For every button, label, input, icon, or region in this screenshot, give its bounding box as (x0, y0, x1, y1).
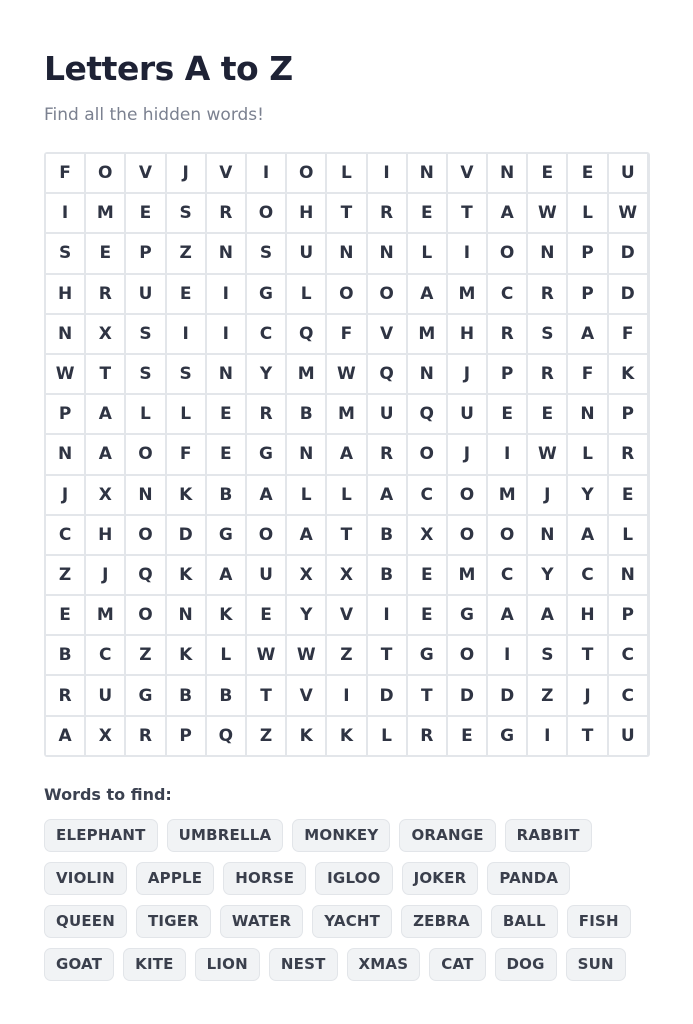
grid-cell[interactable]: D (488, 676, 526, 714)
grid-cell[interactable]: R (126, 717, 164, 755)
grid-cell[interactable]: L (327, 476, 365, 514)
grid-cell[interactable]: S (46, 234, 84, 272)
grid-cell[interactable]: S (126, 355, 164, 393)
word-chip: VIOLIN (44, 862, 127, 895)
grid-cell[interactable]: O (327, 275, 365, 313)
grid-cell[interactable]: G (126, 676, 164, 714)
word-chip: ORANGE (399, 819, 495, 852)
grid-cell[interactable]: C (408, 476, 446, 514)
grid-cell[interactable]: I (46, 194, 84, 232)
grid-cell[interactable]: O (86, 154, 124, 192)
grid-cell[interactable]: A (86, 435, 124, 473)
grid-cell[interactable]: C (488, 556, 526, 594)
grid-cell[interactable]: Z (247, 717, 285, 755)
grid-cell[interactable]: L (327, 154, 365, 192)
grid-cell[interactable]: V (126, 154, 164, 192)
word-chip: GOAT (44, 948, 114, 981)
word-chip: JOKER (402, 862, 479, 895)
grid-cell[interactable]: X (408, 516, 446, 554)
grid-cell[interactable]: E (528, 154, 566, 192)
grid-cell[interactable]: W (528, 194, 566, 232)
grid-cell[interactable]: O (368, 275, 406, 313)
word-chip: APPLE (136, 862, 214, 895)
grid-cell[interactable]: I (167, 315, 205, 353)
grid-cell[interactable]: F (568, 355, 606, 393)
grid-cell[interactable]: N (609, 556, 647, 594)
grid-cell[interactable]: V (327, 596, 365, 634)
grid-cell[interactable]: Z (167, 234, 205, 272)
grid-cell[interactable]: O (247, 516, 285, 554)
grid-cell[interactable]: E (126, 194, 164, 232)
grid-cell[interactable]: V (368, 315, 406, 353)
word-chip: PANDA (487, 862, 570, 895)
grid-cell[interactable]: N (408, 154, 446, 192)
grid-cell[interactable]: X (86, 476, 124, 514)
grid-cell[interactable]: C (488, 275, 526, 313)
grid-cell[interactable]: M (86, 194, 124, 232)
grid-cell[interactable]: A (247, 476, 285, 514)
grid-cell[interactable]: R (609, 435, 647, 473)
word-chip: NEST (269, 948, 338, 981)
grid-cell[interactable]: B (167, 676, 205, 714)
grid-cell[interactable]: I (368, 596, 406, 634)
grid-cell[interactable]: P (46, 395, 84, 433)
grid-cell[interactable]: V (287, 676, 325, 714)
grid-cell[interactable]: H (287, 194, 325, 232)
grid-cell[interactable]: C (609, 676, 647, 714)
word-chip: YACHT (312, 905, 392, 938)
grid-cell[interactable]: K (167, 556, 205, 594)
grid-cell[interactable]: H (46, 275, 84, 313)
grid-cell[interactable]: J (448, 435, 486, 473)
grid-cell[interactable]: G (207, 516, 245, 554)
grid-cell[interactable]: E (408, 596, 446, 634)
grid-cell[interactable]: B (368, 516, 406, 554)
grid-cell[interactable]: E (247, 596, 285, 634)
grid-cell[interactable]: E (488, 395, 526, 433)
grid-cell[interactable]: T (86, 355, 124, 393)
grid-cell[interactable]: B (368, 556, 406, 594)
word-chip: CAT (429, 948, 485, 981)
grid-cell[interactable]: I (247, 154, 285, 192)
grid-cell[interactable]: P (609, 395, 647, 433)
grid-cell[interactable]: G (488, 717, 526, 755)
grid-cell[interactable]: A (86, 395, 124, 433)
grid-cell[interactable]: E (568, 154, 606, 192)
grid-cell[interactable]: C (86, 636, 124, 674)
grid-cell[interactable]: N (46, 315, 84, 353)
grid-cell[interactable]: T (568, 717, 606, 755)
grid-cell[interactable]: B (287, 395, 325, 433)
grid-cell[interactable]: O (126, 596, 164, 634)
grid-cell[interactable]: E (86, 234, 124, 272)
grid-cell[interactable]: S (528, 636, 566, 674)
grid-cell[interactable]: A (368, 476, 406, 514)
grid-cell[interactable]: I (207, 275, 245, 313)
grid-cell[interactable]: S (167, 194, 205, 232)
grid-cell[interactable]: A (408, 275, 446, 313)
grid-cell[interactable]: S (167, 355, 205, 393)
grid-cell[interactable]: Q (207, 717, 245, 755)
grid-cell[interactable]: S (528, 315, 566, 353)
grid-cell[interactable]: N (207, 355, 245, 393)
grid-cell[interactable]: L (408, 234, 446, 272)
grid-cell[interactable]: R (46, 676, 84, 714)
grid-cell[interactable]: I (368, 154, 406, 192)
grid-cell[interactable]: W (609, 194, 647, 232)
grid-cell[interactable]: O (448, 516, 486, 554)
grid-cell[interactable]: L (368, 717, 406, 755)
grid-cell[interactable]: O (126, 435, 164, 473)
grid-cell[interactable]: H (86, 516, 124, 554)
word-chip: SUN (566, 948, 626, 981)
grid-cell[interactable]: O (488, 516, 526, 554)
grid-cell[interactable]: E (408, 194, 446, 232)
grid-cell[interactable]: F (46, 154, 84, 192)
grid-cell[interactable]: U (126, 275, 164, 313)
grid-cell[interactable]: D (368, 676, 406, 714)
word-chip: KITE (123, 948, 185, 981)
grid-cell[interactable]: T (368, 636, 406, 674)
grid-cell[interactable]: M (448, 556, 486, 594)
grid-cell[interactable]: E (448, 717, 486, 755)
grid-cell[interactable]: T (448, 194, 486, 232)
grid-cell[interactable]: R (408, 717, 446, 755)
grid-cell[interactable]: O (448, 636, 486, 674)
grid-cell[interactable]: E (528, 395, 566, 433)
grid-cell[interactable]: O (408, 435, 446, 473)
grid-cell[interactable]: N (408, 355, 446, 393)
grid-cell[interactable]: F (167, 435, 205, 473)
grid-cell[interactable]: A (528, 596, 566, 634)
grid-cell[interactable]: L (207, 636, 245, 674)
grid-cell[interactable]: I (448, 234, 486, 272)
grid-cell[interactable]: R (528, 275, 566, 313)
grid-cell[interactable]: L (287, 275, 325, 313)
grid-cell[interactable]: L (126, 395, 164, 433)
grid-cell[interactable]: K (167, 476, 205, 514)
grid-cell[interactable]: D (609, 275, 647, 313)
grid-cell[interactable]: B (207, 676, 245, 714)
word-chip: UMBRELLA (167, 819, 284, 852)
grid-cell[interactable]: K (167, 636, 205, 674)
grid-cell[interactable]: L (609, 516, 647, 554)
grid-cell[interactable]: G (448, 596, 486, 634)
grid-cell[interactable]: E (167, 275, 205, 313)
grid-cell[interactable]: Z (327, 636, 365, 674)
word-chip: RABBIT (505, 819, 592, 852)
grid-cell[interactable]: N (207, 234, 245, 272)
grid-cell[interactable]: U (247, 556, 285, 594)
grid-cell[interactable]: U (86, 676, 124, 714)
grid-cell[interactable]: I (488, 636, 526, 674)
grid-cell[interactable]: N (528, 234, 566, 272)
grid-cell[interactable]: N (327, 234, 365, 272)
grid-cell[interactable]: A (568, 516, 606, 554)
word-chip: QUEEN (44, 905, 127, 938)
grid-cell[interactable]: K (287, 717, 325, 755)
word-chip: ZEBRA (401, 905, 482, 938)
word-chip: BALL (491, 905, 558, 938)
grid-cell[interactable]: U (609, 717, 647, 755)
word-chip: LION (195, 948, 260, 981)
grid-cell[interactable]: U (448, 395, 486, 433)
grid-cell[interactable]: U (368, 395, 406, 433)
grid-cell[interactable]: U (287, 234, 325, 272)
page-title: Letters A to Z (44, 49, 293, 88)
page-subtitle: Find all the hidden words! (44, 105, 264, 125)
grid-cell[interactable]: M (408, 315, 446, 353)
grid-cell[interactable]: O (448, 476, 486, 514)
grid-cell[interactable]: W (528, 435, 566, 473)
grid-cell[interactable]: M (86, 596, 124, 634)
grid-cell[interactable]: Q (408, 395, 446, 433)
word-chip: DOG (495, 948, 557, 981)
grid-cell[interactable]: X (86, 717, 124, 755)
grid-cell[interactable]: O (126, 516, 164, 554)
word-chip: FISH (567, 905, 631, 938)
grid-cell[interactable]: M (448, 275, 486, 313)
grid-cell[interactable]: W (247, 636, 285, 674)
grid-cell[interactable]: S (126, 315, 164, 353)
grid-cell[interactable]: I (488, 435, 526, 473)
grid-cell[interactable]: X (86, 315, 124, 353)
grid-cell[interactable]: A (207, 556, 245, 594)
grid-cell[interactable]: P (167, 717, 205, 755)
grid-cell[interactable]: Q (287, 315, 325, 353)
grid-cell[interactable]: Z (126, 636, 164, 674)
grid-cell[interactable]: L (568, 435, 606, 473)
grid-cell[interactable]: V (448, 154, 486, 192)
grid-cell[interactable]: N (488, 154, 526, 192)
grid-cell[interactable]: B (46, 636, 84, 674)
grid-cell[interactable]: A (327, 435, 365, 473)
grid-cell[interactable]: N (368, 234, 406, 272)
grid-cell[interactable]: E (408, 556, 446, 594)
grid-cell[interactable]: A (488, 194, 526, 232)
grid-cell[interactable]: M (327, 395, 365, 433)
grid-cell[interactable]: C (568, 556, 606, 594)
grid-cell[interactable]: T (408, 676, 446, 714)
word-chip: HORSE (223, 862, 306, 895)
grid-cell[interactable]: K (609, 355, 647, 393)
grid-cell[interactable]: A (46, 717, 84, 755)
grid-cell[interactable]: D (448, 676, 486, 714)
grid-cell[interactable]: X (327, 556, 365, 594)
grid-cell[interactable]: I (207, 315, 245, 353)
grid-cell[interactable]: N (528, 516, 566, 554)
grid-cell[interactable]: W (287, 636, 325, 674)
grid-cell[interactable]: V (207, 154, 245, 192)
grid-cell[interactable]: N (568, 395, 606, 433)
words-heading: Words to find: (44, 784, 172, 804)
grid-cell[interactable]: Z (528, 676, 566, 714)
grid-cell[interactable]: Y (568, 476, 606, 514)
grid-cell[interactable]: E (207, 435, 245, 473)
grid-cell[interactable]: P (568, 275, 606, 313)
grid-cell[interactable]: B (207, 476, 245, 514)
grid-cell[interactable]: P (488, 355, 526, 393)
grid-cell[interactable]: H (448, 315, 486, 353)
grid-cell[interactable]: E (609, 476, 647, 514)
word-chip: ELEPHANT (44, 819, 158, 852)
word-chip: IGLOO (315, 862, 392, 895)
grid-cell[interactable]: I (327, 676, 365, 714)
grid-cell[interactable]: Y (528, 556, 566, 594)
grid-cell[interactable]: W (46, 355, 84, 393)
grid-cell[interactable]: C (609, 636, 647, 674)
grid-cell[interactable]: R (247, 395, 285, 433)
grid-cell[interactable]: I (528, 717, 566, 755)
grid-cell[interactable]: R (488, 315, 526, 353)
grid-cell[interactable]: T (327, 516, 365, 554)
puzzle-page (44, 48, 650, 981)
grid-cell[interactable]: J (528, 476, 566, 514)
grid-cell[interactable]: A (488, 596, 526, 634)
grid-cell[interactable]: F (327, 315, 365, 353)
grid-cell[interactable]: P (126, 234, 164, 272)
grid-cell[interactable]: O (287, 154, 325, 192)
grid-cell[interactable]: R (528, 355, 566, 393)
grid-cell[interactable]: O (488, 234, 526, 272)
grid-cell[interactable]: J (568, 676, 606, 714)
grid-cell[interactable]: A (568, 315, 606, 353)
grid-cell[interactable]: M (488, 476, 526, 514)
grid-cell[interactable]: P (609, 596, 647, 634)
grid-cell[interactable]: Y (247, 355, 285, 393)
grid-cell[interactable]: A (287, 516, 325, 554)
grid-cell[interactable]: N (126, 476, 164, 514)
grid-cell[interactable]: Z (46, 556, 84, 594)
grid-cell[interactable]: N (46, 435, 84, 473)
grid-cell[interactable]: T (327, 194, 365, 232)
grid-cell[interactable]: G (247, 435, 285, 473)
grid-cell[interactable]: F (609, 315, 647, 353)
grid-cell[interactable]: S (247, 234, 285, 272)
grid-cell[interactable]: X (287, 556, 325, 594)
letter-grid (44, 152, 650, 757)
grid-cell[interactable]: N (167, 596, 205, 634)
word-chip: XMAS (347, 948, 421, 981)
grid-cell[interactable]: K (327, 717, 365, 755)
grid-cell[interactable]: U (609, 154, 647, 192)
grid-cell[interactable]: H (568, 596, 606, 634)
grid-cell[interactable]: J (167, 154, 205, 192)
grid-cell[interactable]: J (46, 476, 84, 514)
grid-cell[interactable]: W (327, 355, 365, 393)
grid-cell[interactable]: P (568, 234, 606, 272)
grid-cell[interactable]: R (368, 194, 406, 232)
grid-cell[interactable]: J (448, 355, 486, 393)
word-chip: TIGER (136, 905, 211, 938)
grid-cell[interactable]: E (46, 596, 84, 634)
grid-cell[interactable]: K (207, 596, 245, 634)
grid-cell[interactable]: C (46, 516, 84, 554)
grid-cell[interactable]: O (247, 194, 285, 232)
grid-cell[interactable]: T (568, 636, 606, 674)
grid-cell[interactable]: D (167, 516, 205, 554)
grid-cell[interactable]: Y (287, 596, 325, 634)
grid-cell[interactable]: R (207, 194, 245, 232)
grid-cell[interactable]: L (287, 476, 325, 514)
grid-cell[interactable]: D (609, 234, 647, 272)
grid-cell[interactable]: C (247, 315, 285, 353)
grid-cell[interactable]: L (167, 395, 205, 433)
grid-cell[interactable]: R (368, 435, 406, 473)
word-list (44, 819, 650, 981)
grid-cell[interactable]: T (247, 676, 285, 714)
grid-cell[interactable]: N (287, 435, 325, 473)
word-chip: MONKEY (292, 819, 390, 852)
grid-cell[interactable]: G (408, 636, 446, 674)
grid-cell[interactable]: R (86, 275, 124, 313)
word-chip: WATER (220, 905, 303, 938)
grid-cell[interactable]: L (568, 194, 606, 232)
grid-cell[interactable]: J (86, 556, 124, 594)
grid-cell[interactable]: G (247, 275, 285, 313)
grid-cell[interactable]: Q (126, 556, 164, 594)
grid-cell[interactable]: Q (368, 355, 406, 393)
grid-cell[interactable]: M (287, 355, 325, 393)
grid-cell[interactable]: E (207, 395, 245, 433)
